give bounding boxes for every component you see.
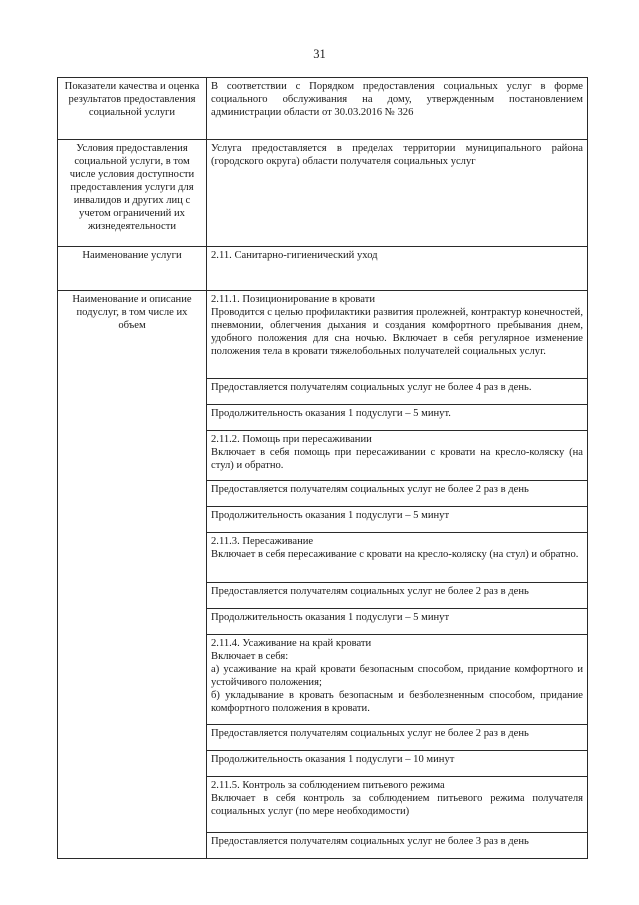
subservice-1-cell <box>207 291 588 379</box>
service-name-label: Наименование услуги <box>58 247 207 291</box>
subservice-3-frequency: Предоставляется получателям социальных услуг не более 2 раз в день <box>207 583 588 609</box>
service-table <box>57 77 588 859</box>
subservice-5-desc: Включает в себя контроль за соблюдением питьевого режима получателя социальных услуг (по мере необходимости) <box>211 793 583 817</box>
subservice-4-desc-intro: Включает в себя: <box>211 651 289 662</box>
subservice-4-frequency: Предоставляется получателям социальных услуг не более 2 раз в день <box>207 725 588 751</box>
subservice-3-cell <box>207 533 588 583</box>
subservices-label: Наименование и описание подуслуг, в том числе их объем <box>58 291 207 859</box>
subservice-3-desc: Включает в себя пересаживание с кровати на кресло-коляску (на стул) и обратно. <box>211 549 579 560</box>
subservice-2-frequency: Предоставляется получателям социальных услуг не более 2 раз в день <box>207 481 588 507</box>
page-number: 31 <box>313 47 326 61</box>
table-row <box>58 291 588 379</box>
subservice-4-desc-b: б) укладывание в кровать безопасным и безболезненным способом, придание комфортного положения в кровати. <box>211 690 583 714</box>
subservice-1-title: 2.11.1. Позиционирование в кровати <box>211 294 375 305</box>
subservice-1-frequency: Предоставляется получателям социальных услуг не более 4 раз в день. <box>207 379 588 405</box>
subservice-4-cell <box>207 635 588 725</box>
subservice-1-desc: Проводится с целью профилактики развития пролежней, контрактур конечностей, пневмонии, облегчения дыхания и создания комфортного пребывания днем, удобного положения для сна ночью. Включает в себя регулярное изменение положения тела в кровати тяжелобольных получателей социальных услуг. <box>211 307 583 357</box>
quality-label: Показатели качества и оценка результатов предоставления социальной услуги <box>58 78 207 140</box>
subservice-3-duration: Продолжительность оказания 1 подуслуги – 5 минут <box>207 609 588 635</box>
conditions-label: Условия предоставления социальной услуги, в том числе условия доступности предоставления услуги для инвалидов и других лиц с учетом ограничений их жизнедеятельности <box>58 140 207 247</box>
subservice-2-cell <box>207 431 588 481</box>
subservice-3-title: 2.11.3. Пересаживание <box>211 536 314 547</box>
table-row <box>58 140 588 247</box>
subservice-5-frequency: Предоставляется получателям социальных услуг не более 3 раз в день <box>207 833 588 859</box>
subservice-4-title: 2.11.4. Усаживание на край кровати <box>211 638 372 649</box>
subservice-5-cell <box>207 777 588 833</box>
subservice-4-duration: Продолжительность оказания 1 подуслуги – 10 минут <box>207 751 588 777</box>
table-row <box>58 78 588 140</box>
table-row <box>58 247 588 291</box>
service-name-text: 2.11. Санитарно-гигиенический уход <box>207 247 588 291</box>
quality-text: В соответствии с Порядком предоставления социальных услуг в форме социального обслуживания на дому, утвержденным постановлением администрации области от 30.03.2016 № 326 <box>207 78 588 140</box>
conditions-text: Услуга предоставляется в пределах территории муниципального района (городского округа) области получателя социальных услуг <box>207 140 588 247</box>
subservice-2-duration: Продолжительность оказания 1 подуслуги – 5 минут <box>207 507 588 533</box>
subservice-5-title: 2.11.5. Контроль за соблюдением питьевого режима <box>211 780 445 791</box>
subservice-2-desc: Включает в себя помощь при пересаживании с кровати на кресло-коляску (на стул) и обратно. <box>211 447 583 471</box>
subservice-2-title: 2.11.2. Помощь при пересаживании <box>211 434 372 445</box>
subservice-4-desc-a: а) усаживание на край кровати безопасным способом, придание комфортного и устойчивого положения; <box>211 664 583 688</box>
subservice-1-duration: Продолжительность оказания 1 подуслуги – 5 минут. <box>207 405 588 431</box>
